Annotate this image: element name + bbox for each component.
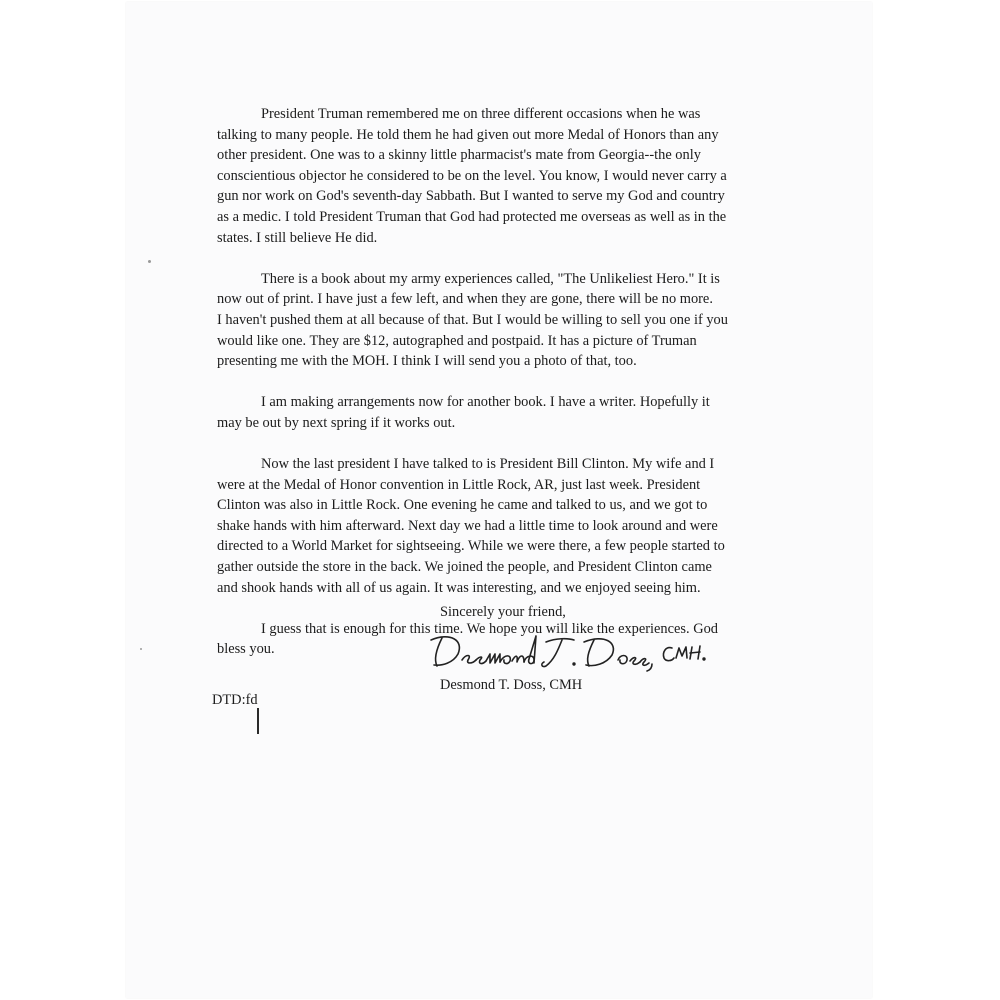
handwritten-signature — [428, 630, 718, 672]
text-line: other president. One was to a skinny little pharmacist's mate from Georgia--the only — [217, 147, 701, 164]
letter-body — [217, 104, 762, 681]
text-line: now out of print. I have just a few left, and when they are gone, there will be no more. — [217, 291, 713, 308]
text-line: shake hands with him afterward. Next day we had a little time to look around and were — [217, 517, 718, 534]
text-line: gun nor work on God's seventh-day Sabbath. But I wanted to serve my God and country — [217, 188, 725, 205]
text-line: Clinton was also in Little Rock. One evening he came and talked to us, and we got to — [217, 497, 708, 514]
text-line: may be out by next spring if it works out. — [217, 414, 456, 431]
text-line: were at the Medal of Honor convention in Little Rock, AR, just last week. President — [217, 476, 701, 493]
text-line: gather outside the store in the back. We joined the people, and President Clinton came — [217, 559, 712, 576]
text-line: directed to a World Market for sightseeing. While we were there, a few people started to — [217, 538, 725, 555]
paragraph-truman — [217, 104, 762, 248]
pen-mark — [257, 708, 259, 734]
text-line: I haven't pushed them at all because of that. But I would be willing to sell you one if you — [217, 311, 728, 328]
closing-salutation: Sincerely your friend, — [440, 604, 566, 620]
text-line: talking to many people. He told them he had given out more Medal of Honors than any — [217, 126, 719, 143]
paper-speck — [148, 260, 151, 263]
text-line: conscientious objector he considered to be on the level. You know, I would never carry a — [217, 167, 727, 184]
text-line: and shook hands with all of us again. It was interesting, and we enjoyed seeing him. — [217, 579, 701, 596]
paragraph-clinton — [217, 454, 762, 598]
text-line: as a medic. I told President Truman that God had protected me overseas as well as in the — [217, 208, 727, 225]
typist-initials: DTD:fd — [212, 692, 258, 708]
typed-signature-name: Desmond T. Doss, CMH — [440, 677, 583, 693]
paper-speck — [140, 648, 142, 650]
text-line: Now the last president I have talked to is President Bill Clinton. My wife and I — [261, 456, 715, 473]
text-line: would like one. They are $12, autographed and postpaid. It has a picture of Truman — [217, 332, 697, 349]
text-line: states. I still believe He did. — [217, 229, 378, 246]
text-line: I am making arrangements now for another book. I have a writer. Hopefully it — [261, 394, 710, 411]
text-line: I guess that is enough for this time. We hope you will like the experiences. God — [261, 620, 718, 637]
paragraph-book — [217, 269, 762, 372]
text-line: President Truman remembered me on three different occasions when he was — [261, 106, 701, 122]
text-line: bless you. — [217, 641, 275, 658]
text-line: presenting me with the MOH. I think I will send you a photo of that, too. — [217, 353, 637, 370]
text-line: There is a book about my army experiences called, "The Unlikeliest Hero." It is — [261, 270, 720, 287]
paragraph-new-book — [217, 392, 762, 433]
